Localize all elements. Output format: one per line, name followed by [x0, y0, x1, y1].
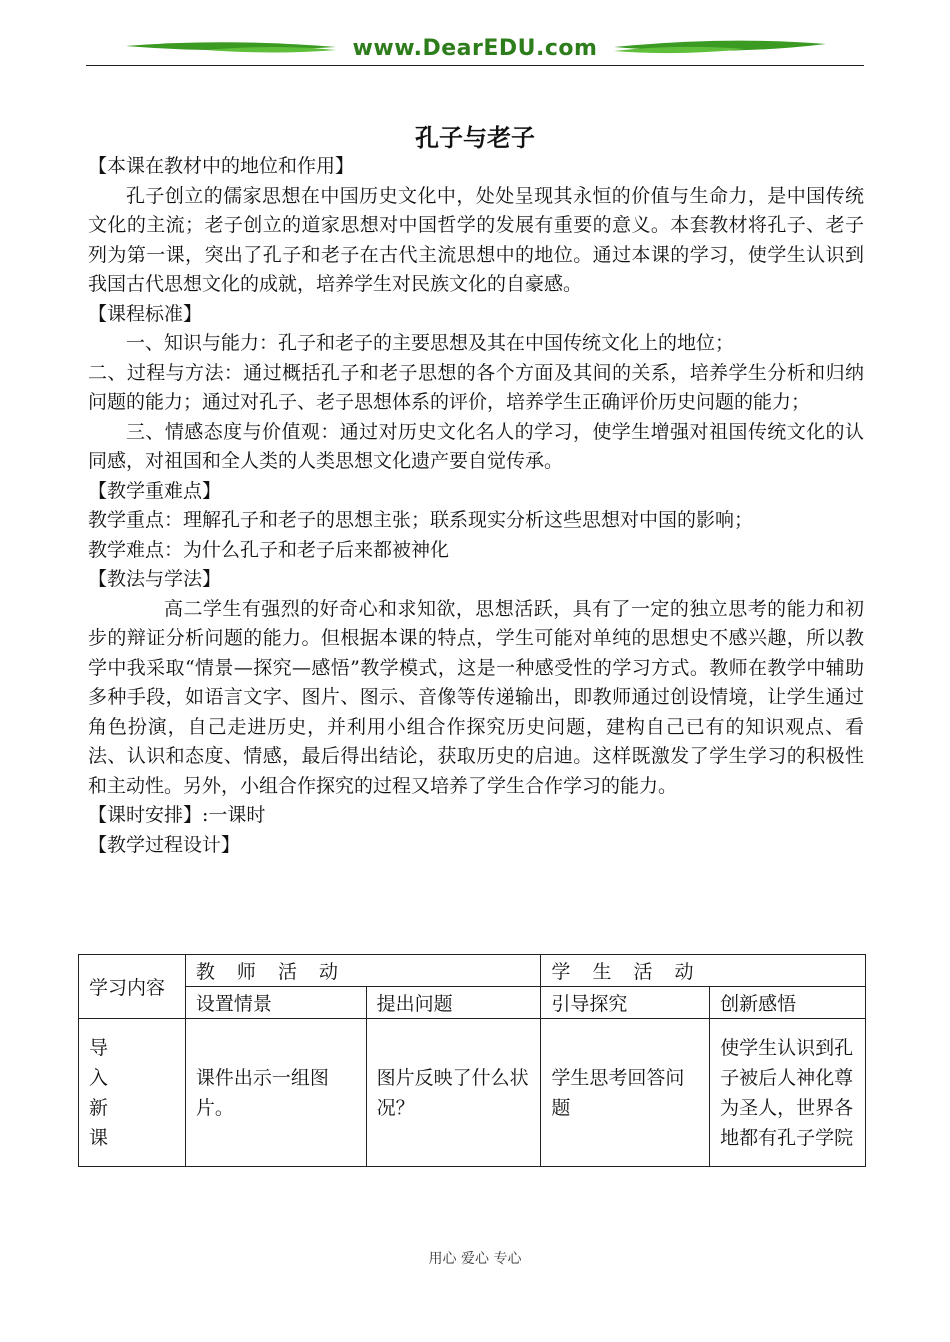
page-title: 孔子与老子: [415, 123, 535, 152]
section-paragraph: 高二学生有强烈的好奇心和求知欲，思想活跃，具有了一定的独立思考的能力和初步的辩证分析问题的能力。但根据本课的特点，学生可能对单纯的思想史不感兴趣，所以教学中我采取“情景—探究—感悟”教学模式，这是一种感受性的学习方式。教师在教学中辅助多种手段，如语言文字、图片、图示、音像等传递输出，即教师通过创设情境，让学生通过角色扮演，自己走进历史，并利用小组合作探究历史问题，建构自己已有的知识观点、看法、认识和态度、情感，最后得出结论，获取历史的启迪。这样既激发了学生学习的积极性和主动性。另外，小组合作探究的过程又培养了学生合作学习的能力。: [88, 597, 864, 797]
section-heading: 【教学过程设计】: [88, 833, 241, 856]
content-char: 课: [89, 1126, 109, 1149]
content-char: 新: [89, 1096, 109, 1119]
subheader-insight: 创新感悟: [710, 987, 866, 1019]
standard-item: 二、过程与方法：通过概括孔子和老子思想的各个方面及其间的关系，培养学生分析和归纳问题的能力；通过对孔子、老子思想体系的评价，培养学生正确评价历史问题的能力；: [88, 361, 864, 413]
subheader-question: 提出问题: [366, 987, 541, 1019]
page-footer: 用心 爱心 专心: [428, 1251, 522, 1267]
cell-insight: 使学生认识到孔子被后人神化尊为圣人，世界各地都有孔子学院: [710, 1019, 866, 1167]
section-paragraph: 孔子创立的儒家思想在中国历史文化中，处处呈现其永恒的价值与生命力，是中国传统文化的主流；老子创立的道家思想对中国哲学的发展有重要的意义。本套教材将孔子、老子列为第一课，突出了孔子和老子在古代主流思想中的地位。通过本课的学习，使学生认识到我国古代思想文化的成就，培养学生对民族文化的自豪感。: [88, 184, 864, 295]
section-heading: 【教学重难点】: [88, 479, 222, 502]
section-heading: 【本课在教材中的地位和作用】: [88, 155, 355, 177]
header-student-activity: 学 生 活 动: [541, 955, 866, 987]
subheader-scene: 设置情景: [185, 987, 366, 1019]
cell-scene: 课件出示一组图片。: [185, 1019, 366, 1167]
difficult-point: 教学难点：为什么孔子和老子后来都被神化: [88, 538, 450, 561]
section-heading: 【教法与学法】: [88, 568, 222, 590]
header-teacher-activity: 教 师 活 动: [185, 955, 541, 987]
header-content: 学习内容: [79, 955, 186, 1019]
lesson-plan-table: [78, 954, 866, 1167]
standard-item: 一、知识与能力：孔子和老子的主要思想及其在中国传统文化上的地位；: [126, 332, 735, 354]
content-char: 入: [89, 1066, 109, 1089]
cell-question: 图片反映了什么状况？: [366, 1019, 541, 1167]
subheader-explore: 引导探究: [541, 987, 710, 1019]
standard-item: 三、情感态度与价值观：通过对历史文化名人的学习，使学生增强对祖国传统文化的认同感，对祖国和全人类的人类思想文化遗产要自觉传承。: [88, 420, 864, 472]
page-header: [86, 30, 864, 70]
table-row: [79, 1019, 866, 1167]
site-url[interactable]: www.DearEDU.com: [352, 36, 598, 61]
content-char: 导: [89, 1036, 109, 1059]
header-divider: [86, 65, 864, 66]
section-heading: 【课时安排】:一课时: [88, 804, 266, 826]
cell-content: [79, 1019, 186, 1167]
cell-explore: 学生思考回答问题: [541, 1019, 710, 1167]
section-heading: 【课程标准】: [88, 302, 203, 325]
document-body: [88, 152, 864, 860]
key-point: 教学重点：理解孔子和老子的思想主张；联系现实分析这些思想对中国的影响；: [88, 509, 754, 531]
